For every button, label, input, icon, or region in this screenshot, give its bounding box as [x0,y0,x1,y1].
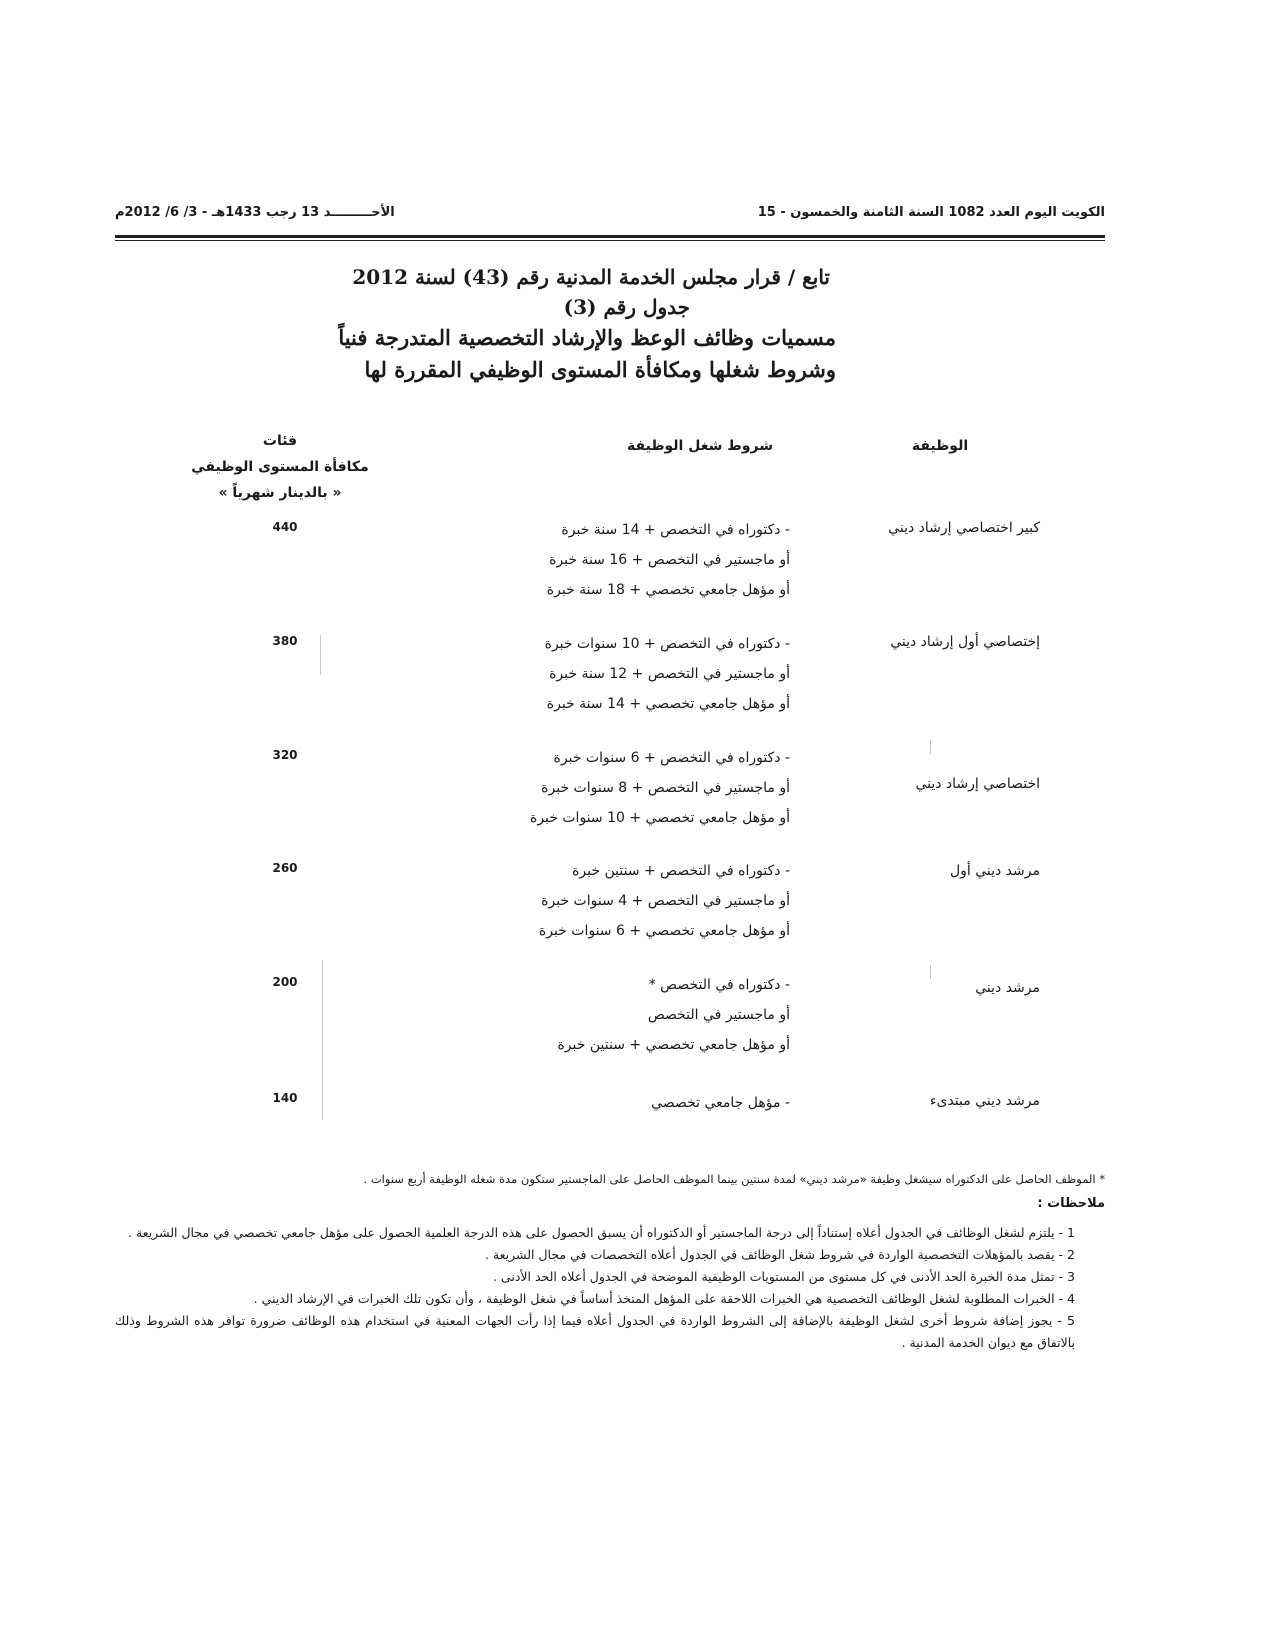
table-row [0,856,1275,966]
job-conditions [440,629,790,719]
condition-line: - دكتوراه في التخصص + 6 سنوات خبرة [553,750,790,766]
condition-line: أو ماجستير في التخصص [647,1007,790,1023]
job-title: مرشد ديني [975,980,1040,996]
job-conditions [440,970,790,1060]
condition-line: أو مؤهل جامعي تخصصي + 14 سنة خبرة [546,696,790,712]
condition-line: - دكتوراه في التخصص + 10 سنوات خبرة [544,636,790,652]
job-conditions [440,515,790,605]
page-header [115,205,1105,229]
document-titles [280,262,840,386]
table-number: جدول رقم (3) [563,295,690,319]
notes-heading: ملاحظات : [1037,1196,1105,1211]
table-subtitle: وشروط شغلها ومكافأة المستوى الوظيفي المقررة لها [364,357,836,382]
condition-line: - مؤهل جامعي تخصصي [651,1095,790,1111]
footnote: * الموظف الحاصل على الدكتوراه سيشغل وظيفة «مرشد ديني» لمدة سنتين بينما الموظف الحاصل على الماجستير ستكون مدة شغله الوظيفة أربع سنوات . [363,1172,1105,1186]
job-title: مرشد ديني أول [949,863,1040,879]
condition-line: أو ماجستير في التخصص + 16 سنة خبرة [549,552,790,568]
condition-line: أو ماجستير في التخصص + 8 سنوات خبرة [541,780,790,796]
job-title: إختصاصي أول إرشاد ديني [890,634,1040,650]
condition-line: أو ماجستير في التخصص + 4 سنوات خبرة [541,893,790,909]
job-conditions [440,856,790,946]
condition-line: - دكتوراه في التخصص * [648,977,790,993]
job-title: مرشد ديني مبتدىء [929,1093,1040,1109]
column-header-reward-line2: مكافأة المستوى الوظيفي [191,459,369,475]
note-item: 4 - الخبرات المطلوبة لشغل الوظائف التخصصية هي الخبرات اللاحقة على المؤهل المتخذ أساساً في شغل الوظيفة ، وأن تكون تلك الخبرات في الإرشاد الديني . [253,1291,1075,1306]
condition-line: أو مؤهل جامعي تخصصي + 6 سنوات خبرة [538,923,790,939]
scan-mark [320,635,321,675]
decision-title: تابع / قرار مجلس الخدمة المدنية رقم (43) لسنة 2012 [352,265,830,289]
column-header-reward [190,428,370,506]
reward-value: 260 [272,861,298,875]
scan-mark [930,965,931,979]
job-conditions [440,1088,790,1118]
table-row [0,743,1275,853]
header-issue-info: الكويت اليوم العدد 1082 السنة الثامنة والخمسون - 15 [757,205,1105,220]
note-item: 3 - تمثل مدة الخبرة الحد الأدنى في كل مستوى من المستويات الوظيفية الموضحة في الجدول أعلاه الحد الأدنى . [492,1269,1075,1284]
header-rule [115,235,1105,238]
header-date: الأحـــــــــد 13 رجب 1433هـ - 3/ 6/ 2012م [115,205,395,220]
job-title: اختصاصي إرشاد ديني [915,776,1040,792]
scan-mark [930,740,931,754]
header-rule-thin [115,240,1105,241]
reward-value: 380 [272,634,298,648]
scan-mark [322,960,323,1120]
condition-line: أو ماجستير في التخصص + 12 سنة خبرة [549,666,790,682]
column-header-reward-line1: فئات [262,433,298,449]
column-header-job: الوظيفة [911,438,969,454]
note-item: 5 - يجوز إضافة شروط أخرى لشغل الوظيفة بالإضافة إلى الشروط الواردة في الجدول أعلاه فيما إذا رأت الجهات المعنية في استخدام هذه الوظائف ضرورة توافر هذه الشروط وذلك بالاتفاق مع ديوان الخدمة المدنية . [115,1313,1075,1350]
note-item: 2 - يقصد بالمؤهلات التخصصية الواردة في شروط شغل الوظائف في الجدول أعلاه التخصصات في مجال الشريعة . [484,1247,1075,1262]
notes-list [115,1222,1105,1354]
reward-value: 140 [272,1091,298,1105]
table-title: مسميات وظائف الوعظ والإرشاد التخصصية المتدرجة فنياً [338,325,836,350]
reward-value: 320 [272,748,298,762]
table-row [0,970,1275,1080]
condition-line: أو مؤهل جامعي تخصصي + 10 سنوات خبرة [529,810,790,826]
column-header-reward-line3: « بالدينار شهرياً » [218,485,342,501]
table-row [0,629,1275,739]
condition-line: أو مؤهل جامعي تخصصي + 18 سنة خبرة [546,582,790,598]
job-title: كبير اختصاصي إرشاد ديني [888,520,1040,536]
condition-line: - دكتوراه في التخصص + 14 سنة خبرة [561,522,790,538]
note-item: 1 - يلتزم لشغل الوظائف في الجدول أعلاه إستناداً إلى درجة الماجستير أو الدكتوراه أن يسبق الحصول على هذه الدرجة العلمية الحصول على مؤهل جامعي تخصصي في مجال الشريعة . [128,1225,1075,1240]
condition-line: أو مؤهل جامعي تخصصي + سنتين خبرة [557,1037,790,1053]
column-header-conditions: شروط شغل الوظيفة [627,438,773,454]
job-conditions [440,743,790,833]
table-row [0,515,1275,625]
reward-value: 200 [272,975,298,989]
reward-value: 440 [272,520,298,534]
condition-line: - دكتوراه في التخصص + سنتين خبرة [572,863,790,879]
